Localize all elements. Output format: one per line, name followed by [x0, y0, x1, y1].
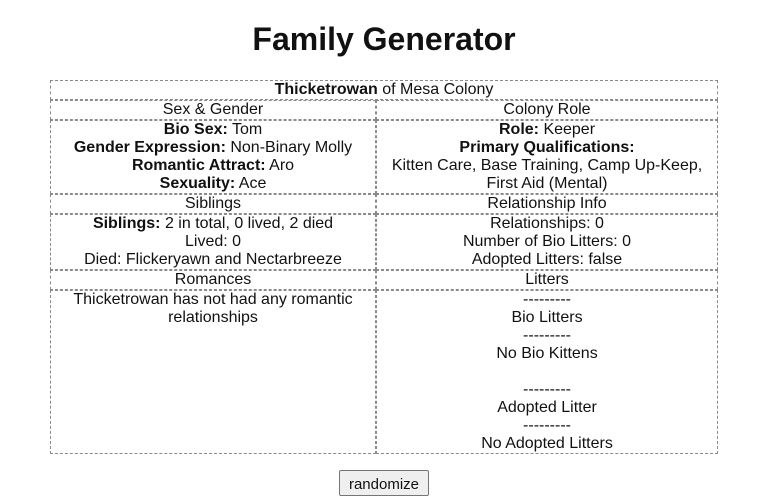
cat-name-header: [50, 80, 718, 100]
randomize-button[interactable]: randomize: [339, 470, 429, 496]
role-label: Role:: [498, 121, 539, 138]
adopted-litter-heading: Adopted Litter: [497, 399, 597, 416]
gender-expression-label: Gender Expression:: [73, 139, 226, 156]
litters-divider: ---------: [523, 291, 571, 308]
siblings-cell: [50, 214, 376, 270]
romantic-attract-value: Aro: [269, 157, 295, 174]
cat-colony: of Mesa Colony: [382, 81, 494, 98]
family-table: [50, 80, 718, 454]
romantic-attract-label: Romantic Attract:: [131, 157, 266, 174]
section-litters: Litters: [376, 270, 718, 290]
bio-litters-count: Number of Bio Litters: 0: [462, 233, 632, 250]
litters-cell: [376, 290, 718, 454]
no-adopted-litters: No Adopted Litters: [481, 435, 613, 452]
bio-litters-heading: Bio Litters: [511, 309, 583, 326]
colony-role-cell: [376, 120, 718, 194]
no-bio-kittens: No Bio Kittens: [496, 345, 598, 362]
siblings-lived: Lived: 0: [184, 233, 242, 250]
litters-spacer: [383, 363, 711, 381]
section-sex-gender: Sex & Gender: [50, 100, 376, 120]
section-romances: Romances: [50, 270, 376, 290]
litters-divider: ---------: [523, 327, 571, 344]
qualifications-line-2: First Aid (Mental): [486, 175, 608, 192]
bio-sex-row: [57, 121, 369, 139]
litters-divider: ---------: [523, 417, 571, 434]
role-value: Keeper: [543, 121, 596, 138]
siblings-summary-row: [57, 215, 369, 233]
siblings-label: Siblings:: [92, 215, 161, 232]
role-row: [383, 121, 711, 139]
sexuality-label: Sexuality:: [159, 175, 236, 192]
bio-sex-label: Bio Sex:: [163, 121, 228, 138]
siblings-died: Died: Flickeryawn and Nectarbreeze: [84, 251, 342, 268]
qualifications-label: [383, 139, 711, 157]
adopted-litters-flag: Adopted Litters: false: [471, 251, 623, 268]
section-siblings: Siblings: [50, 194, 376, 214]
qualifications-label-text: Primary Qualifications:: [459, 139, 635, 156]
gender-expression-row: [57, 139, 369, 157]
romances-cell: [50, 290, 376, 454]
qualifications-line-1: Kitten Care, Base Training, Camp Up-Keep,: [391, 157, 703, 174]
litters-divider: ---------: [523, 381, 571, 398]
sex-gender-cell: [50, 120, 376, 194]
gender-expression-value: Non-Binary Molly: [230, 139, 353, 156]
siblings-summary: 2 in total, 0 lived, 2 died: [164, 215, 334, 232]
sexuality-row: [57, 175, 369, 193]
section-colony-role: Colony Role: [376, 100, 718, 120]
section-relationship-info: Relationship Info: [376, 194, 718, 214]
page-title: Family Generator: [252, 21, 516, 57]
romances-text: Thicketrowan has not had any romantic relationships: [73, 291, 353, 326]
sexuality-value: Ace: [238, 175, 267, 192]
relationship-info-cell: [376, 214, 718, 270]
relationships-count: Relationships: 0: [490, 215, 604, 232]
cat-name: Thicketrowan: [274, 81, 378, 98]
bio-sex-value: Tom: [231, 121, 263, 138]
romantic-attract-row: [57, 157, 369, 175]
